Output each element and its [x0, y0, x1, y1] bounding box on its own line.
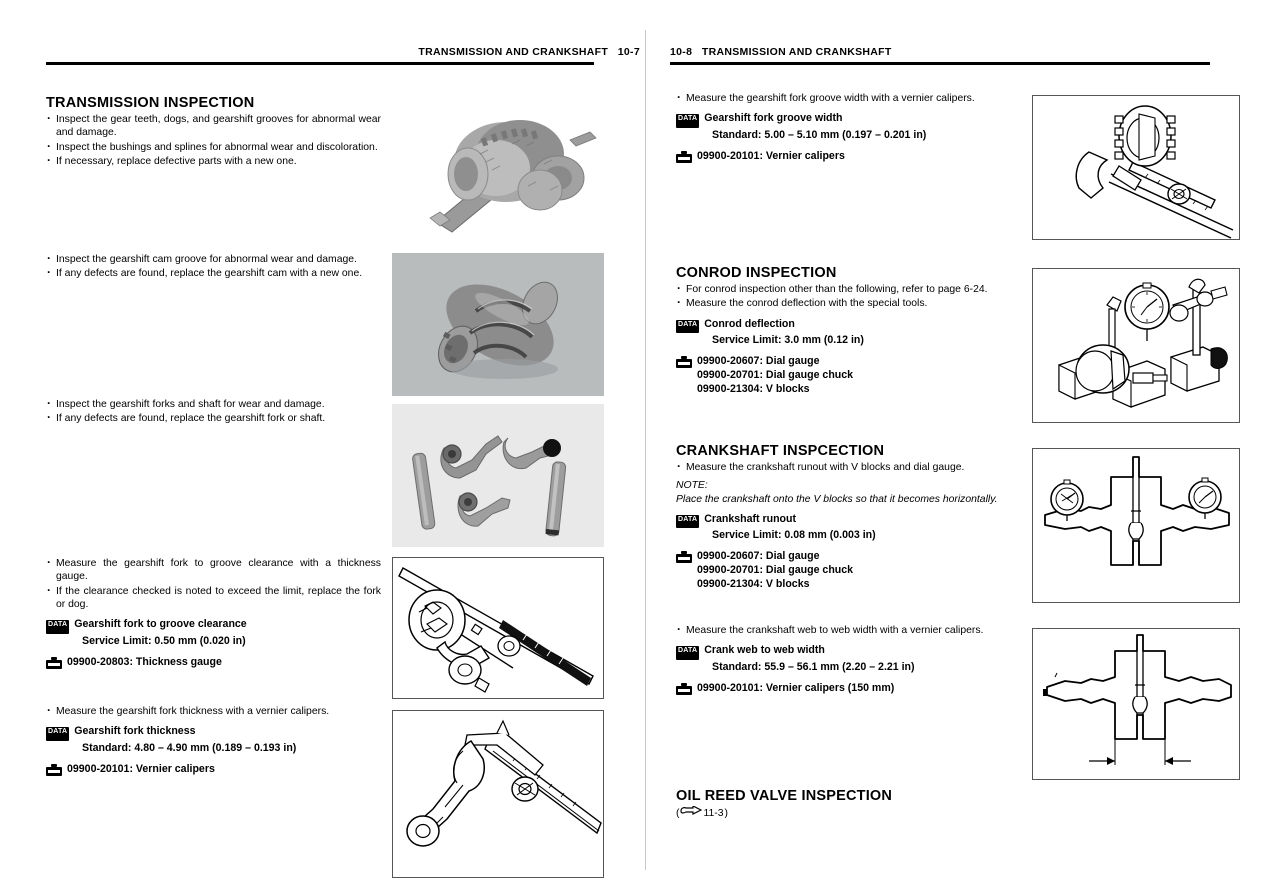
right-header-title: TRANSMISSION AND CRANKSHAFT — [701, 46, 892, 58]
tool-block — [46, 762, 381, 781]
data-badge-icon: DATA — [676, 646, 699, 659]
data-badge-icon: DATA — [46, 727, 69, 740]
spec-name: Gearshift fork thickness — [74, 725, 196, 738]
tool-item: 09900-20701: Dial gauge chuck — [697, 564, 854, 577]
tool-item: 09900-20101: Vernier calipers — [697, 149, 845, 162]
spec-value: Standard: 5.00 – 5.10 mm (0.197 – 0.201 in) — [712, 128, 927, 141]
gearshift-cam-photo — [392, 253, 604, 396]
bullet-item: · Inspect the gearshift forks and shaft for wear and damage. — [46, 398, 381, 411]
tool-item: 09900-21304: V blocks — [697, 383, 810, 395]
bullet-item: · For conrod inspection other than the following, refer to page 6-24. — [676, 283, 1014, 296]
fork-groove-clearance-illustration — [392, 557, 604, 699]
right-header-rule — [670, 62, 1210, 65]
tool-block — [676, 549, 1014, 591]
bullet-item: · If necessary, replace defective parts with a new one. — [46, 155, 381, 168]
toolbox-icon — [676, 682, 692, 700]
left-header-rule — [46, 62, 594, 65]
tool-item: 09900-21304: V blocks — [697, 578, 810, 591]
crankshaft-inspection-bullets — [676, 461, 1014, 474]
tool-block — [676, 681, 1014, 700]
tool-items — [697, 549, 853, 591]
bullet-item: · Inspect the gearshift cam groove for abnormal wear and damage. — [46, 253, 381, 266]
tool-item: 09900-20803: Thickness gauge — [67, 655, 222, 668]
gearshift-cam-bullets — [46, 253, 381, 281]
tool-items — [697, 354, 853, 396]
data-badge-icon: DATA — [676, 114, 699, 127]
spec-block — [676, 644, 1014, 673]
spec-value: Service Limit: 3.0 mm (0.12 in) — [712, 334, 864, 346]
bullet-item: · Measure the gearshift fork groove width with a vernier calipers. — [676, 92, 1014, 105]
spec-block — [676, 112, 1014, 141]
tool-block — [676, 354, 1014, 396]
gearshift-forks-section — [46, 398, 381, 427]
fork-groove-clearance-bullets — [46, 557, 381, 611]
toolbox-icon — [46, 656, 62, 674]
bullet-item: · Measure the gearshift fork to groove clearance with a thickness gauge. — [46, 557, 381, 584]
tool-item: 09900-20101: Vernier calipers — [67, 762, 215, 775]
toolbox-icon — [676, 550, 692, 568]
oil-reed-valve-section — [676, 788, 1014, 822]
spec-block — [676, 513, 1014, 542]
spec-name: Gearshift fork groove width — [704, 112, 843, 125]
bullet-item: · Measure the crankshaft web to web width with a vernier calipers. — [676, 624, 1014, 637]
left-page-header — [0, 46, 640, 58]
spec-block — [46, 618, 381, 647]
crank-web-width-illustration — [1032, 628, 1240, 780]
crank-web-width-bullets — [676, 624, 1014, 637]
transmission-inspection-heading: TRANSMISSION INSPECTION — [46, 95, 255, 111]
transmission-gears-photo — [392, 92, 604, 244]
spec-name: Crankshaft runout — [704, 512, 797, 525]
left-header-page-number: 10-7 — [617, 46, 640, 58]
tool-item: 09900-20607: Dial gauge — [697, 550, 820, 563]
bullet-item: · Inspect the bushings and splines for abnormal wear and discoloration. — [46, 141, 381, 154]
crank-web-width-section — [676, 624, 1014, 700]
pointing-hand-icon — [680, 806, 702, 822]
tool-item: 09900-20701: Dial gauge chuck — [697, 369, 854, 381]
gearshift-cam-section — [46, 253, 381, 282]
bullet-item: · Measure the gearshift fork thickness with a vernier calipers. — [46, 705, 381, 718]
spec-name: Conrod deflection — [704, 317, 795, 330]
data-badge-icon: DATA — [676, 515, 699, 528]
crankshaft-runout-illustration — [1032, 448, 1240, 603]
crankshaft-inspection-section — [676, 443, 1014, 591]
tool-item: 09900-20101: Vernier calipers (150 mm) — [697, 681, 895, 694]
bullet-item: · If any defects are found, replace the gearshift cam with a new one. — [46, 267, 381, 280]
data-badge-icon: DATA — [676, 320, 699, 333]
bullet-item: · If the clearance checked is noted to exceed the limit, replace the fork or dog. — [46, 585, 381, 612]
spec-value: Standard: 55.9 – 56.1 mm (2.20 – 2.21 in) — [712, 660, 915, 673]
bullet-item: · Measure the crankshaft runout with V blocks and dial gauge. — [676, 461, 1014, 474]
right-page-header — [670, 46, 892, 58]
bullet-item: · If any defects are found, replace the gearshift fork or shaft. — [46, 412, 381, 425]
crankshaft-inspection-heading: CRANKSHAFT INSPCECTION — [676, 443, 885, 459]
spec-value: Standard: 4.80 – 4.90 mm (0.189 – 0.193 in) — [82, 741, 297, 754]
reference-page: 11-3 — [703, 808, 724, 819]
toolbox-icon — [676, 355, 692, 373]
left-header-title: TRANSMISSION AND CRANKSHAFT — [418, 46, 609, 58]
tool-block — [676, 149, 1014, 168]
conrod-inspection-section — [676, 265, 1014, 396]
right-page — [640, 0, 1280, 896]
fork-groove-width-illustration — [1032, 95, 1240, 240]
toolbox-icon — [676, 150, 692, 168]
gearshift-forks-photo — [392, 404, 604, 547]
data-badge-icon: DATA — [46, 620, 69, 633]
gearshift-forks-bullets — [46, 398, 381, 426]
oil-reed-valve-reference — [676, 806, 1014, 822]
right-header-page-number: 10-8 — [670, 46, 693, 58]
transmission-inspection-bullets — [46, 113, 381, 168]
tool-item: 09900-20607: Dial gauge — [697, 355, 820, 367]
reference-open-paren: ( — [676, 808, 680, 819]
spec-name: Gearshift fork to groove clearance — [74, 618, 247, 631]
fork-thickness-bullets — [46, 705, 381, 718]
fork-thickness-illustration — [392, 710, 604, 878]
bullet-item: · Inspect the gear teeth, dogs, and gearshift grooves for abnormal wear and damage. — [46, 113, 381, 140]
bullet-item: · Measure the conrod deflection with the special tools. — [676, 297, 1014, 310]
conrod-deflection-illustration — [1032, 268, 1240, 423]
fork-groove-clearance-section — [46, 557, 381, 674]
spec-name: Crank web to web width — [704, 644, 825, 657]
spec-value: Service Limit: 0.50 mm (0.020 in) — [82, 634, 246, 647]
spec-block — [46, 725, 381, 754]
fork-groove-width-bullets — [676, 92, 1014, 105]
tool-block — [46, 655, 381, 674]
note-label: NOTE: — [676, 480, 708, 492]
note-body: Place the crankshaft onto the V blocks so that it becomes horizontally. — [676, 493, 998, 505]
fork-groove-width-section — [676, 92, 1014, 168]
toolbox-icon — [46, 763, 62, 781]
spec-value: Service Limit: 0.08 mm (0.003 in) — [712, 529, 876, 542]
transmission-inspection-section — [46, 95, 381, 169]
oil-reed-valve-heading: OIL REED VALVE INSPECTION — [676, 788, 893, 804]
reference-close-paren: ) — [724, 808, 728, 819]
fork-thickness-section — [46, 705, 381, 781]
conrod-inspection-heading: CONROD INSPECTION — [676, 265, 837, 281]
conrod-inspection-bullets — [676, 283, 1014, 311]
spec-block — [676, 318, 1014, 347]
